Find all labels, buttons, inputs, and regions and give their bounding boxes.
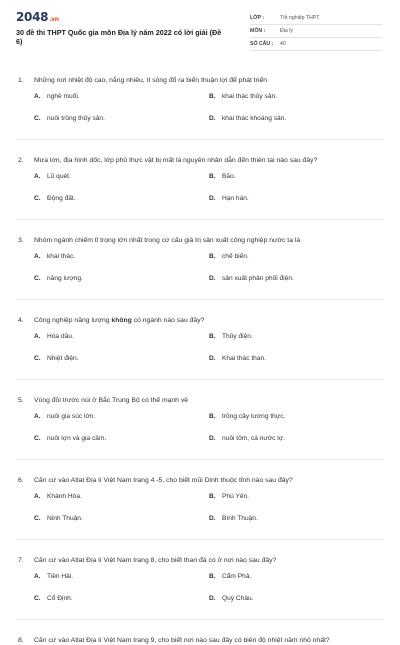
answer-options [34,573,382,603]
question-number: 4. [18,317,24,324]
option-text: Ninh Thuận. [47,515,83,522]
question-number: 3. [18,237,24,244]
option-letter: B. [209,173,216,180]
question-number: 1. [18,77,24,84]
question-text [34,396,188,405]
option-text: khai thác. [47,253,76,260]
option-text: Cổ Định. [47,595,73,602]
meta-value: 40 [280,41,286,47]
answer-option[interactable] [209,595,369,603]
option-letter: C. [34,435,41,442]
option-letter: B. [209,333,216,340]
option-text: Hóa dầu. [47,333,74,340]
question-stem [18,636,382,645]
question-item [18,620,382,645]
option-letter: B. [209,413,216,420]
answer-options [34,93,382,123]
option-letter: D. [209,275,216,282]
option-letter: B. [209,573,216,580]
option-text: Phú Yên. [222,493,250,500]
question-text [34,316,204,325]
option-text: Bình Thuận. [222,515,258,522]
question-text-part: Căn cứ vào Atlat Địa lí Việt Nam trang 4 -5, cho biết mũi Dinh thuộc tỉnh nào sau đây? [34,477,293,484]
answer-option[interactable] [34,573,209,581]
answer-option[interactable] [34,493,209,501]
question-stem [18,476,382,485]
meta-label: MÔN : [250,28,266,34]
option-text: trồng cây lương thực. [222,413,286,420]
question-number: 6. [18,477,24,484]
option-letter: D. [209,435,216,442]
answer-option[interactable] [34,195,209,203]
meta-label: SỐ CÂU : [250,41,274,47]
answer-option[interactable] [34,93,209,101]
option-text: khai thác thủy sản. [222,93,277,100]
option-text: nghề muối. [47,93,80,100]
answer-option[interactable] [34,435,209,443]
question-stem [18,156,382,165]
option-letter: A. [34,253,41,260]
question-item [18,540,382,620]
question-text-part: Công nghiệp năng lượng [34,317,112,324]
question-item [18,60,382,140]
meta-row-subject [250,25,382,38]
question-text-part: Căn cứ vào Atlat Địa lí Việt Nam trang 9, cho biết nơi nào sau đây có biên độ nhiệt năm nhỏ nhất? [34,637,330,644]
option-letter: C. [34,355,41,362]
question-item [18,380,382,460]
question-text-part: Những nơi nhiệt độ cao, nắng nhiều, ít sông đổ ra biển thuận lợi để phát triển [34,77,268,84]
question-text [34,556,276,565]
question-item [18,140,382,220]
answer-option[interactable] [34,173,209,181]
answer-option[interactable] [209,435,369,443]
meta-row-count [250,38,382,51]
question-number: 8. [18,637,24,644]
option-letter: B. [209,493,216,500]
question-stem [18,316,382,325]
question-item [18,460,382,540]
question-stem [18,556,382,565]
answer-option[interactable] [209,413,369,421]
answer-options [34,253,382,283]
question-text-part: Mưa lớn, địa hình dốc, lớp phủ thực vật bị mất là nguyên nhân dẫn đến thiên tai nào sau đây? [34,157,318,164]
option-text: nuôi gia súc lớn. [47,413,96,420]
option-letter: A. [34,333,41,340]
answer-option[interactable] [209,275,369,283]
answer-option[interactable] [34,275,209,283]
answer-option[interactable] [209,115,369,123]
option-letter: A. [34,173,41,180]
option-letter: C. [34,115,41,122]
question-text [34,636,330,645]
option-text: Thủy điện. [222,333,253,340]
question-number: 2. [18,157,24,164]
option-text: Hạn hán. [222,195,249,202]
question-text-part: Vùng đồi trước núi ở Bắc Trung Bộ có thế mạnh về [34,397,189,404]
option-text: sản xuất phân phối điện. [222,275,294,282]
option-letter: D. [209,515,216,522]
option-letter: D. [209,355,216,362]
answer-option[interactable] [34,115,209,123]
option-letter: B. [209,253,216,260]
question-text [34,76,267,85]
document-title: 30 đề thi THPT Quốc gia môn Địa lý năm 2022 có lời giải (Đề 6) [16,28,222,46]
logo-tld: .vn [49,16,59,23]
question-stem [18,396,382,405]
answer-option[interactable] [209,573,369,581]
option-letter: A. [34,93,41,100]
question-number: 5. [18,397,24,404]
option-text: nuôi lợn và gia cầm. [47,435,107,442]
option-letter: D. [209,595,216,602]
question-item [18,220,382,300]
answer-option[interactable] [209,355,369,363]
option-text: Tiền Hải. [47,573,74,580]
answer-options [34,413,382,443]
answer-option[interactable] [34,515,209,523]
answer-option[interactable] [209,253,369,261]
answer-option[interactable] [209,173,369,181]
option-letter: C. [34,515,41,522]
option-letter: D. [209,115,216,122]
question-stem [18,236,382,245]
answer-option[interactable] [34,253,209,261]
question-text [34,156,317,165]
meta-row-class [250,12,382,25]
option-text: Khánh Hòa. [47,493,82,500]
answer-option[interactable] [209,333,369,341]
answer-options [34,493,382,523]
option-text: Bão. [222,173,236,180]
question-emphasis: không [111,317,132,324]
question-text-part: Căn cứ vào Atlat Địa lí Việt Nam trang 8, cho biết than đá có ở nơi nào sau đây? [34,557,277,564]
option-letter: D. [209,195,216,202]
answer-option[interactable] [34,355,209,363]
page-header [0,0,400,60]
option-letter: C. [34,275,41,282]
answer-option[interactable] [209,493,369,501]
document-meta [250,12,382,51]
question-item [18,300,382,380]
option-letter: A. [34,573,41,580]
option-text: Cẩm Phả. [222,573,252,580]
option-text: chế biến. [222,253,249,260]
meta-value: Tốt nghiệp THPT [280,15,320,21]
option-letter: C. [34,195,41,202]
question-text-part: có ngành nào sau đây? [131,317,205,324]
meta-value: Địa lý [280,28,293,34]
option-letter: C. [34,595,41,602]
question-text [34,476,293,485]
answer-option[interactable] [209,195,369,203]
answer-option[interactable] [209,515,369,523]
answer-options [34,173,382,203]
option-text: Nhiệt điện. [47,355,79,362]
option-text: nuôi tôm, cá nước lợ. [222,435,285,442]
option-letter: A. [34,493,41,500]
option-text: Quỳ Châu. [222,595,254,602]
answer-option[interactable] [34,333,209,341]
option-text: khai thác khoáng sản. [222,115,287,122]
question-list [0,60,400,645]
option-text: Khai thác than. [222,355,266,362]
option-letter: A. [34,413,41,420]
option-text: Động đất. [47,195,76,202]
question-text-part: Nhóm ngành chiếm tỉ trọng lớn nhất trong cơ cấu giá trị sản xuất công nghiệp nước ta là [34,237,301,244]
option-text: nuôi trồng thủy sản. [47,115,105,122]
answer-option[interactable] [209,93,369,101]
option-text: năng lượng. [47,275,83,282]
question-number: 7. [18,557,24,564]
option-text: Lũ quét. [47,173,71,180]
question-stem [18,76,382,85]
meta-label: LỚP : [250,15,265,21]
answer-options [34,333,382,363]
logo-main: 2048 [16,10,49,24]
option-letter: B. [209,93,216,100]
question-text [34,236,300,245]
answer-option[interactable] [34,595,209,603]
answer-option[interactable] [34,413,209,421]
